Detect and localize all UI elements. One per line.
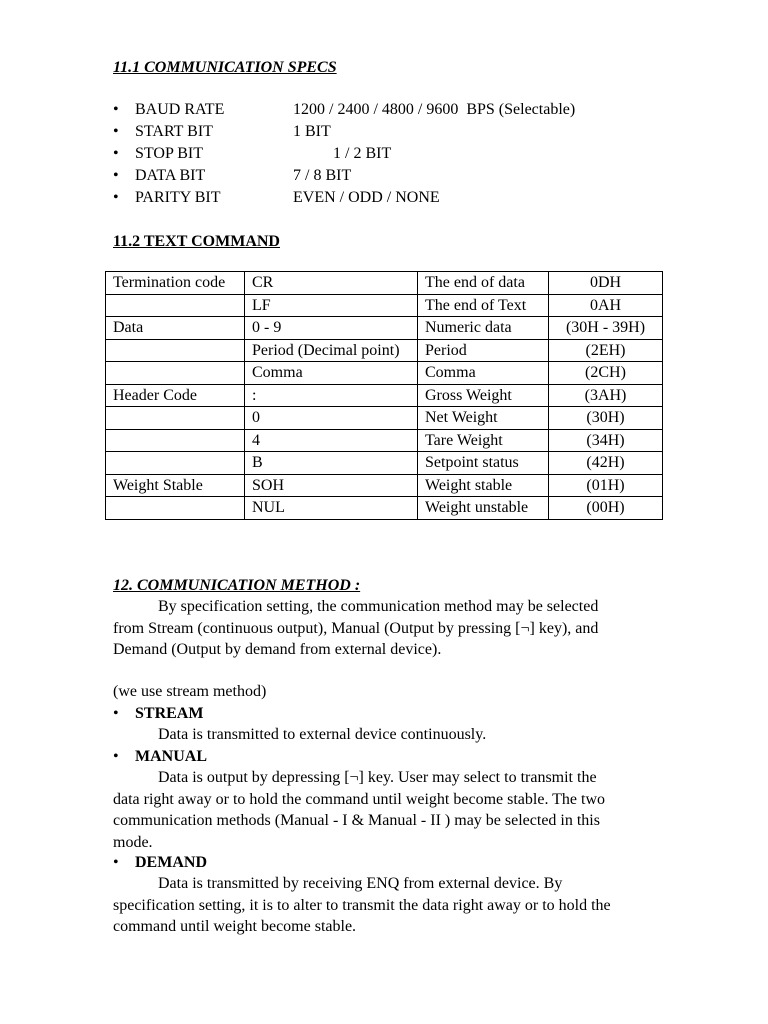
table-row (106, 497, 663, 520)
spec-value: 1200 / 2400 / 4800 / 9600 BPS (Selectable) (293, 101, 576, 118)
spec-label: PARITY BIT (135, 189, 221, 206)
bullet-icon: • (113, 705, 119, 722)
code-cell: Comma (245, 362, 418, 385)
description-cell: Setpoint status (418, 452, 549, 475)
spec-label: BAUD RATE (135, 101, 225, 118)
paragraph-line: mode. (113, 833, 153, 851)
spec-item (113, 99, 673, 121)
group-cell: Data (106, 317, 245, 340)
description-cell: Weight stable (418, 474, 549, 497)
table-row (106, 339, 663, 362)
hex-cell: 0DH (549, 272, 663, 295)
code-cell: CR (245, 272, 418, 295)
table-row (106, 474, 663, 497)
bullet-icon: • (113, 101, 119, 118)
method-intro-paragraph (113, 596, 663, 661)
spec-value: 1 BIT (293, 123, 331, 140)
group-cell (106, 429, 245, 452)
description-cell: Tare Weight (418, 429, 549, 452)
group-cell (106, 497, 245, 520)
table-row (106, 362, 663, 385)
description-cell: Net Weight (418, 407, 549, 430)
paragraph-line: Demand (Output by demand from external device). (113, 641, 442, 658)
group-cell (106, 452, 245, 475)
bullet-icon: • (113, 167, 119, 184)
paragraph-line: Data is transmitted to external device continuously. (158, 726, 487, 743)
hex-cell: (00H) (549, 497, 663, 520)
table-row (106, 452, 663, 475)
specs-list (113, 99, 673, 209)
manual-bullet (113, 746, 207, 768)
code-cell: : (245, 384, 418, 407)
group-cell (106, 362, 245, 385)
paragraph-line: By specification setting, the communication method may be selected (158, 598, 599, 615)
group-cell: Header Code (106, 384, 245, 407)
table-row (106, 407, 663, 430)
code-cell: LF (245, 294, 418, 317)
code-cell: B (245, 452, 418, 475)
spec-label: START BIT (135, 123, 213, 140)
table-row (106, 272, 663, 295)
bullet-icon: • (113, 854, 119, 871)
bullet-icon: • (113, 189, 119, 206)
manual-label: MANUAL (135, 748, 207, 765)
spec-value: 1 / 2 BIT (293, 145, 392, 162)
description-cell: Period (418, 339, 549, 362)
paragraph-line: from Stream (continuous output), Manual (Output by pressing [¬] key), and (113, 619, 599, 637)
spec-item (113, 143, 673, 165)
group-cell (106, 407, 245, 430)
group-cell: Weight Stable (106, 474, 245, 497)
hex-cell: (2EH) (549, 339, 663, 362)
hex-cell: (3AH) (549, 384, 663, 407)
demand-label: DEMAND (135, 854, 207, 871)
description-cell: Gross Weight (418, 384, 549, 407)
paragraph-line: Data is transmitted by receiving ENQ from external device. By (158, 875, 563, 892)
paragraph-line: communication methods (Manual - I & Manual - II ) may be selected in this (113, 812, 600, 829)
code-cell: Period (Decimal point) (245, 339, 418, 362)
bullet-icon: • (113, 123, 119, 140)
code-cell: NUL (245, 497, 418, 520)
table-row (106, 384, 663, 407)
stream-description (113, 724, 663, 746)
stream-label: STREAM (135, 705, 204, 722)
hex-cell: (2CH) (549, 362, 663, 385)
code-cell: 4 (245, 429, 418, 452)
hex-cell: (34H) (549, 429, 663, 452)
spec-label: STOP BIT (135, 145, 204, 162)
code-cell: 0 - 9 (245, 317, 418, 340)
paragraph-line: data right away or to hold the command until weight become stable. The two (113, 790, 606, 808)
hex-cell: (42H) (549, 452, 663, 475)
paragraph-line: Data is output by depressing [¬] key. User may select to transmit the (158, 769, 597, 786)
paragraph-line: specification setting, it is to alter to transmit the data right away or to hold the (113, 896, 611, 914)
bullet-icon: • (113, 748, 119, 765)
section-heading-communication-method: 12. COMMUNICATION METHOD : (113, 577, 361, 594)
description-cell: Comma (418, 362, 549, 385)
spec-item (113, 187, 673, 209)
group-cell (106, 294, 245, 317)
section-heading-text-command: 11.2 TEXT COMMAND (113, 233, 280, 250)
demand-bullet (113, 852, 207, 874)
stream-method-note: (we use stream method) (113, 683, 267, 700)
section-heading-communication-specs: 11.1 COMMUNICATION SPECS (113, 59, 337, 76)
text-command-table (105, 271, 663, 520)
code-cell: 0 (245, 407, 418, 430)
table-row (106, 429, 663, 452)
paragraph-line: command until weight become stable. (113, 918, 357, 935)
group-cell: Termination code (106, 272, 245, 295)
spec-label: DATA BIT (135, 167, 206, 184)
spec-value: 7 / 8 BIT (293, 167, 352, 184)
spec-item (113, 121, 673, 143)
hex-cell: (01H) (549, 474, 663, 497)
hex-cell: (30H - 39H) (549, 317, 663, 340)
stream-bullet (113, 703, 203, 725)
bullet-icon: • (113, 145, 119, 162)
spec-item (113, 165, 673, 187)
description-cell: Numeric data (418, 317, 549, 340)
code-cell: SOH (245, 474, 418, 497)
table-row (106, 317, 663, 340)
description-cell: Weight unstable (418, 497, 549, 520)
description-cell: The end of Text (418, 294, 549, 317)
hex-cell: 0AH (549, 294, 663, 317)
description-cell: The end of data (418, 272, 549, 295)
demand-description (113, 873, 663, 938)
group-cell (106, 339, 245, 362)
spec-value: EVEN / ODD / NONE (293, 189, 440, 206)
table-row (106, 294, 663, 317)
manual-description (113, 767, 663, 853)
hex-cell: (30H) (549, 407, 663, 430)
